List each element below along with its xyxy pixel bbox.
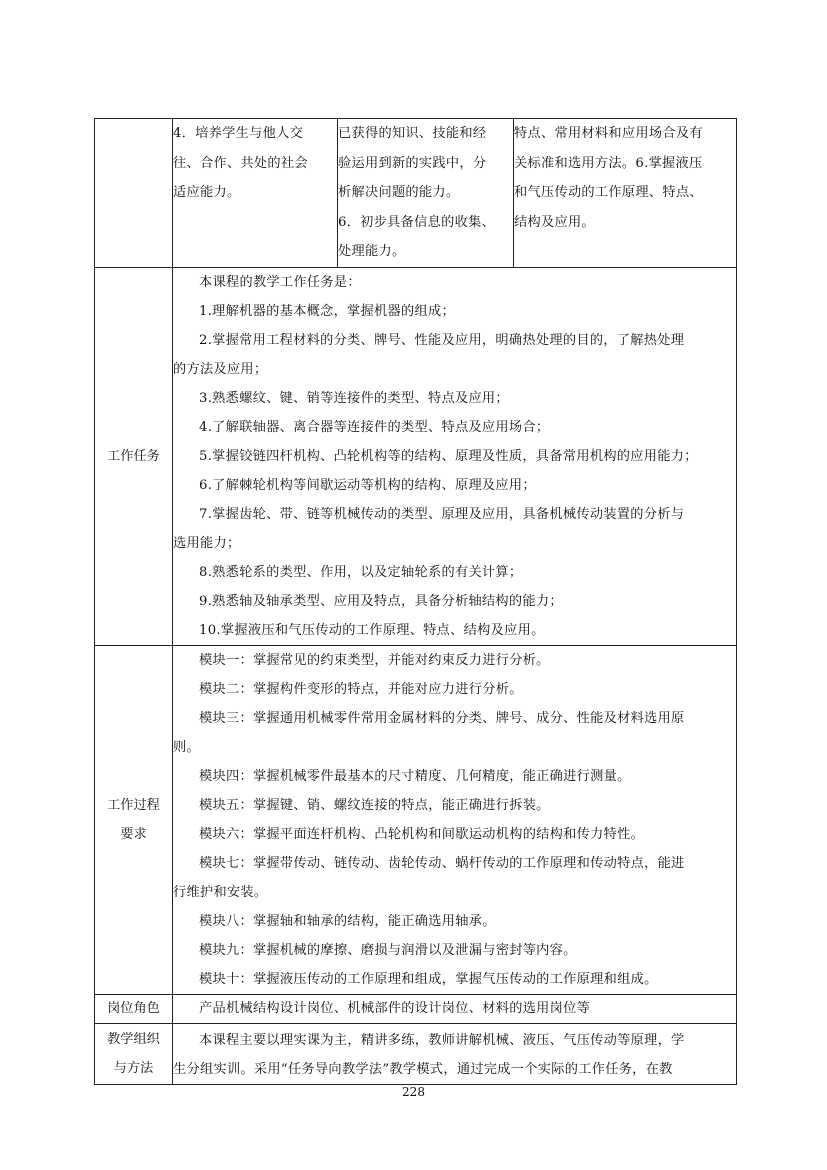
work-process-lines [173,646,736,994]
ability-col4-line: 特点、常用材料和应用场合及有 [514,126,703,141]
work-tasks-label: 工作任务 [95,267,173,645]
work-process-line: 模块四：掌握机械零件最基本的尺寸精度、几何精度，能正确进行测量。 [199,768,631,784]
teaching-method-lines [173,1026,736,1084]
work-process-line: 模块三：掌握通用机械零件常用金属材料的分类、牌号、成分、性能及材料选用原 [199,710,685,726]
job-roles-text: 产品机械结构设计岗位、机械部件的设计岗位、材料的选用岗位等 [199,1000,591,1016]
ability-col2-line: 适应能力。 [173,185,241,200]
ability-col3-line: 验运用到新的实践中，分 [338,155,487,171]
work-process-line: 行维护和安装。 [173,884,268,900]
work-task-line: 1.理解机器的基本概念，掌握机器的组成； [199,303,455,319]
top-row-label-cell [95,119,173,268]
work-process-line: 模块一：掌握常见的约束类型，并能对约束反力进行分析。 [199,652,550,668]
work-task-line: 5.掌握铰链四杆机构、凸轮机构等的结构、原理及性质，具备常用机构的应用能力； [199,448,698,464]
page-number: 228 [402,1085,425,1099]
teaching-method-line: 生分组实训。采用“任务导向教学法”教学模式，通过完成一个实际的工作任务，在教 [173,1061,673,1077]
ability-col4-cell [514,119,737,268]
work-tasks-lines [173,268,736,645]
ability-col4-line: 结构及应用。 [514,214,595,230]
work-task-line: 10.掌握液压和气压传动的工作原理、特点、结构及应用。 [199,622,545,638]
work-task-line: 8.熟悉轮系的类型、作用，以及定轴轮系的有关计算； [199,564,523,580]
ability-col2-line: 4．培养学生与他人交 [173,126,304,141]
top-continuation-row [95,119,737,268]
work-task-line: 7.掌握齿轮、带、链等机械传动的类型、原理及应用，具备机械传动装置的分析与 [199,506,685,522]
teaching-method-line: 本课程主要以理实课为主，精讲多练，教师讲解机械、液压、气压传动等原理，学 [199,1032,685,1048]
work-process-line: 模块九：掌握机械的摩擦、磨损与润滑以及泄漏与密封等内容。 [199,942,577,958]
ability-col3-line: 已获得的知识、技能和经 [338,126,487,141]
work-task-line: 9.熟悉轴及轴承类型、应用及特点，具备分析轴结构的能力； [199,593,563,609]
work-task-line: 本课程的教学工作任务是： [199,274,361,290]
ability-col2-line: 往、合作、共处的社会 [173,155,308,171]
work-process-content [173,645,737,994]
ability-col4-line: 关标准和选用方法。6.掌握液压 [514,155,703,171]
teaching-method-content [173,1023,737,1084]
teaching-method-label [95,1023,173,1084]
work-process-line: 模块五：掌握键、销、螺纹连接的特点，能正确进行拆装。 [199,797,550,813]
job-roles-label: 岗位角色 [95,994,173,1023]
work-task-line: 4.了解联轴器、离合器等连接件的类型、特点及应用场合； [199,419,550,435]
work-process-line: 模块六：掌握平面连杆机构、凸轮机构和间歇运动机构的结构和传力特性。 [199,826,645,842]
work-process-label-line2: 要求 [120,826,147,842]
work-task-line: 2.掌握常用工程材料的分类、牌号、性能及应用，明确热处理的目的，了解热处理 [199,332,685,348]
teaching-method-label-line2: 与方法 [113,1060,154,1076]
work-process-line: 则。 [173,739,200,755]
teaching-method-row [95,1023,737,1084]
ability-col3-line: 6．初步具备信息的收集、 [338,214,496,230]
work-tasks-row [95,267,737,645]
ability-col4-line: 和气压传动的工作原理、特点、 [514,185,703,200]
work-process-line: 模块二：掌握构件变形的特点，并能对应力进行分析。 [199,681,523,697]
ability-col3-line: 析解决问题的能力。 [338,185,460,200]
work-process-line: 模块八：掌握轴和轴承的结构，能正确选用轴承。 [199,913,496,929]
work-process-line: 模块十：掌握液压传动的工作原理和组成，掌握气压传动的工作原理和组成。 [199,971,658,987]
work-process-label-line1: 工作过程 [107,797,160,813]
work-task-line: 的方法及应用； [173,361,268,377]
work-task-line: 6.了解棘轮机构等间歇运动等机构的结构、原理及应用； [199,477,536,493]
ability-col2-cell [173,119,338,268]
work-tasks-content [173,267,737,645]
course-table [94,118,737,1085]
work-task-line: 3.熟悉螺纹、键、销等连接件的类型、特点及应用； [199,390,509,406]
work-process-row [95,645,737,994]
ability-col3-cell [338,119,514,268]
work-process-label [95,645,173,994]
teaching-method-label-line1: 教学组织 [107,1031,160,1047]
ability-col3-line: 处理能力。 [338,244,406,259]
work-process-line: 模块七：掌握带传动、链传动、齿轮传动、蜗杆传动的工作原理和传动特点，能进 [199,855,685,871]
work-task-line: 选用能力； [173,535,241,551]
job-roles-content [173,994,737,1023]
job-roles-row [95,994,737,1023]
